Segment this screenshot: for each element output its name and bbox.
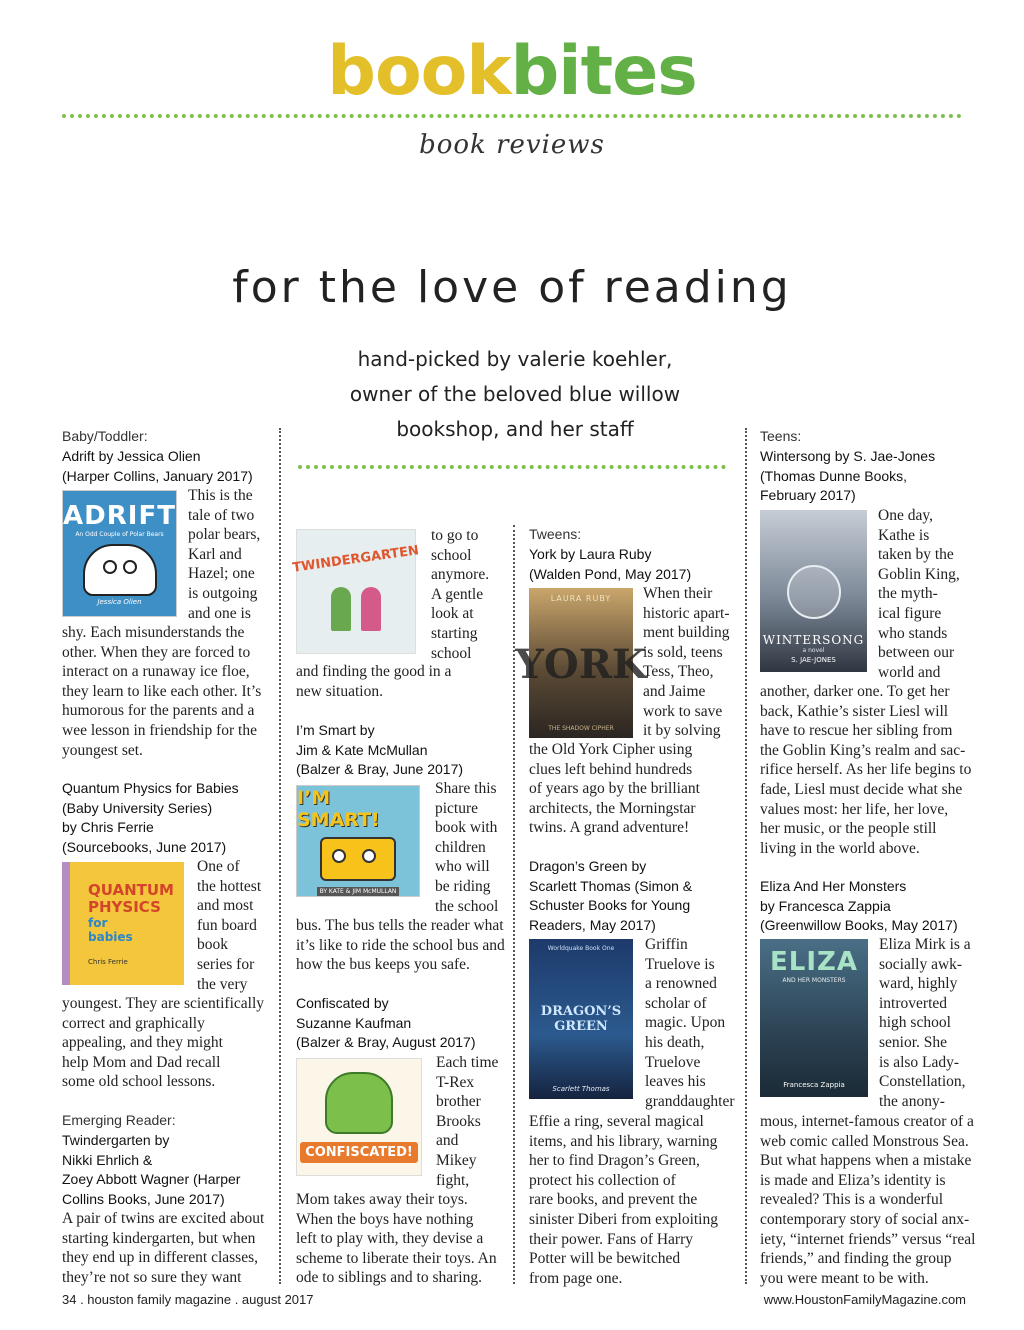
title-line: (Walden Pond, May 2017) bbox=[529, 565, 692, 582]
cover-eliza bbox=[760, 939, 868, 1097]
text-line: some old school lessons. bbox=[62, 1073, 216, 1091]
book-title-eliza bbox=[760, 877, 975, 936]
text-line: from page one. bbox=[529, 1269, 623, 1287]
title-line: Jim & Kate McMullan bbox=[296, 741, 428, 758]
cover-series: Worldquake Book One bbox=[547, 945, 615, 952]
title-line: (Harper Collins, January 2017) bbox=[62, 467, 253, 484]
title-line: by Francesca Zappia bbox=[760, 897, 891, 914]
cover-title: CONFISCATED! bbox=[300, 1142, 418, 1163]
title-line: York by Laura Ruby bbox=[529, 546, 652, 562]
text-line: contemporary story of social anx- bbox=[760, 1210, 970, 1228]
text-line: who will bbox=[435, 858, 490, 876]
twins-illustration bbox=[331, 587, 381, 631]
text-line: back, Kathie’s sister Liesl will bbox=[760, 702, 949, 720]
text-line: Share this bbox=[435, 780, 497, 797]
review-adrift-body bbox=[62, 623, 261, 760]
snow-globe-illustration bbox=[787, 565, 841, 619]
text-line: between our bbox=[878, 644, 955, 662]
text-line: is made and Eliza’s identity is bbox=[760, 1171, 946, 1189]
cover-title: QUANTUM bbox=[88, 880, 174, 899]
text-line: twins. A grand adventure! bbox=[529, 819, 690, 837]
byline-line: hand-picked by valerie koehler, bbox=[357, 347, 673, 371]
text-line: it’s like to ride the school bus and bbox=[296, 936, 505, 954]
book-title-twindergarten bbox=[62, 1131, 277, 1209]
text-line: and bbox=[436, 1132, 459, 1150]
text-line: the hottest bbox=[197, 877, 262, 895]
text-line: scheme to liberate their toys. An bbox=[296, 1249, 497, 1267]
text-line: fight, bbox=[436, 1171, 470, 1189]
text-line: Truelove bbox=[645, 1053, 701, 1071]
magazine-logo bbox=[0, 32, 1024, 112]
text-line: friends,” and finding the group bbox=[760, 1250, 952, 1268]
book-title-quantum-physics bbox=[62, 779, 277, 857]
section-title: book reviews bbox=[419, 130, 605, 160]
logo-bites: bites bbox=[510, 32, 697, 111]
cover-subtitle: THE SHADOW CIPHER bbox=[548, 725, 614, 732]
cover-subtitle: a novel bbox=[802, 647, 825, 654]
text-line: starting bbox=[431, 624, 478, 642]
book-title-im-smart bbox=[296, 721, 511, 780]
text-line: web comic called Monstrous Sea. bbox=[760, 1132, 969, 1150]
text-line: left to play with, they devise a bbox=[296, 1230, 484, 1248]
text-line: the school bbox=[435, 897, 499, 915]
cover-author: LAURA RUBY bbox=[550, 594, 612, 603]
title-line: Wintersong by S. Jae-Jones bbox=[760, 448, 936, 464]
text-line: youngest set. bbox=[62, 741, 143, 759]
text-line: they end up in different classes, bbox=[62, 1249, 258, 1267]
title-line: Collins Books, June 2017) bbox=[62, 1190, 225, 1207]
text-line: school bbox=[431, 644, 472, 662]
text-line: fun board bbox=[197, 916, 257, 934]
text-line: they learn to like each other. It’s bbox=[62, 682, 262, 700]
text-line: his death, bbox=[645, 1033, 705, 1051]
cover-twindergarten bbox=[291, 529, 421, 654]
cover-title: GREEN bbox=[554, 1018, 608, 1034]
cover-wintersong bbox=[760, 510, 867, 672]
text-line: you were meant to be with. bbox=[760, 1269, 929, 1287]
text-line: When their bbox=[643, 585, 713, 602]
cover-author: Chris Ferrie bbox=[88, 957, 128, 966]
cover-dragons-green bbox=[529, 939, 633, 1099]
cover-author: BY KATE & JIM McMULLAN bbox=[317, 887, 400, 896]
text-line: magic. Upon bbox=[645, 1014, 726, 1032]
cover-im-smart bbox=[296, 785, 420, 897]
text-line: fade, Liesl must decide what she bbox=[760, 780, 963, 798]
text-line: scholar of bbox=[645, 994, 707, 1012]
review-confiscated-wrap bbox=[436, 1053, 498, 1190]
title-line: by Chris Ferrie bbox=[62, 819, 154, 836]
text-line: polar bears, bbox=[188, 526, 261, 544]
footer-page-info: 34 . houston family magazine . august 2017 bbox=[62, 1292, 314, 1307]
text-line: One of bbox=[197, 858, 240, 875]
title-line: Zoey Abbott Wagner (Harper bbox=[62, 1171, 241, 1188]
text-line: senior. She bbox=[879, 1033, 948, 1051]
text-line: appealing, and they might bbox=[62, 1034, 223, 1052]
cover-subtitle: for bbox=[88, 915, 108, 930]
review-york-rest bbox=[529, 740, 700, 838]
category-baby-toddler: Baby/Toddler: bbox=[62, 428, 148, 444]
text-line: protect his collection of bbox=[529, 1171, 676, 1189]
review-york-wrap bbox=[643, 584, 730, 741]
column-divider bbox=[745, 428, 747, 1284]
cover-quantum-physics bbox=[62, 862, 184, 985]
text-line: school bbox=[431, 546, 472, 564]
text-line: ical figure bbox=[878, 604, 942, 622]
review-twindergarten-wrap bbox=[431, 526, 489, 663]
text-line: humorous for the parents and a bbox=[62, 702, 255, 720]
text-line: is also Lady- bbox=[879, 1053, 960, 1071]
title-line: (Balzer & Bray, June 2017) bbox=[296, 761, 464, 778]
category-emerging-reader: Emerging Reader: bbox=[62, 1112, 176, 1128]
text-line: starting kindergarten, but when bbox=[62, 1229, 256, 1247]
cover-title-block bbox=[770, 947, 858, 984]
title-line: Confiscated by bbox=[296, 995, 389, 1011]
cover-adrift bbox=[62, 490, 177, 617]
text-line: Truelove is bbox=[645, 955, 715, 973]
text-line: bus. The bus tells the reader what bbox=[296, 917, 504, 934]
text-line: book bbox=[197, 936, 228, 954]
column-divider bbox=[279, 428, 281, 1284]
text-line: Mom takes away their toys. bbox=[296, 1191, 468, 1208]
review-dragons-green-rest bbox=[529, 1112, 718, 1288]
text-line: high school bbox=[879, 1014, 951, 1032]
text-line: T-Rex bbox=[436, 1073, 475, 1091]
cover-title: I’M SMART! bbox=[297, 786, 380, 831]
text-line: look at bbox=[431, 605, 474, 623]
text-line: work to save bbox=[643, 702, 723, 720]
text-line: of years ago by the brilliant bbox=[529, 780, 700, 798]
text-line: and most bbox=[197, 897, 254, 915]
text-line: is sold, teens bbox=[643, 643, 723, 661]
title-line: Schuster Books for Young bbox=[529, 897, 691, 914]
byline bbox=[300, 342, 730, 447]
cover-title: TWINDERGARTEN bbox=[291, 543, 421, 576]
text-line: ment building bbox=[643, 624, 730, 642]
text-line: Goblin King, bbox=[878, 565, 960, 583]
title-line: Nikki Ehrlich & bbox=[62, 1151, 153, 1168]
text-line: values most: her life, her love, bbox=[760, 800, 949, 818]
review-eliza-wrap bbox=[879, 935, 971, 1111]
text-line: the anony- bbox=[879, 1092, 945, 1110]
cover-title: ADRIFT bbox=[63, 501, 176, 531]
cover-title: PHYSICS bbox=[88, 897, 161, 916]
title-line: February 2017) bbox=[760, 487, 856, 504]
text-line: and one is bbox=[188, 604, 251, 622]
text-line: the Goblin King’s realm and sac- bbox=[760, 741, 966, 759]
title-line: (Baby University Series) bbox=[62, 799, 213, 816]
text-line: iety, “internet friends” versus “real bbox=[760, 1230, 976, 1248]
t-rex-illustration bbox=[325, 1072, 393, 1134]
cover-title: ELIZA bbox=[770, 947, 858, 977]
text-line: to go to bbox=[431, 527, 479, 544]
category-teens: Teens: bbox=[760, 428, 802, 444]
title-line: I’m Smart by bbox=[296, 722, 375, 738]
text-line: picture bbox=[435, 799, 479, 817]
text-line: A pair of twins are excited about bbox=[62, 1210, 265, 1227]
review-twindergarten-body bbox=[62, 1209, 264, 1287]
text-line: shy. Each misunderstands the bbox=[62, 624, 245, 641]
text-line: living in the world above. bbox=[760, 839, 920, 857]
review-wintersong-rest bbox=[760, 682, 971, 858]
review-confiscated-rest bbox=[296, 1190, 497, 1288]
book-title-york bbox=[529, 545, 744, 584]
school-bus-illustration bbox=[320, 837, 396, 881]
text-line: they’re not so sure they want bbox=[62, 1268, 242, 1286]
logo-book: book bbox=[327, 32, 511, 111]
text-line: it by solving bbox=[643, 722, 721, 740]
byline-dotted-rule bbox=[298, 465, 726, 469]
text-line: items, and his library, warning bbox=[529, 1132, 718, 1150]
text-line: Tess, Theo, bbox=[643, 663, 714, 681]
text-line: architects, the Morningstar bbox=[529, 799, 696, 817]
text-line: who stands bbox=[878, 624, 948, 642]
text-line: her to find Dragon’s Green, bbox=[529, 1152, 700, 1170]
text-line: When the boys have nothing bbox=[296, 1210, 474, 1228]
text-line: how the bus keeps you safe. bbox=[296, 956, 470, 974]
text-line: brother bbox=[436, 1093, 481, 1111]
text-line: anymore. bbox=[431, 566, 490, 584]
text-line: Kathe is bbox=[878, 526, 930, 544]
cover-author: Francesca Zappia bbox=[783, 1081, 845, 1089]
text-line: socially awk- bbox=[879, 955, 963, 973]
book-title-adrift bbox=[62, 447, 277, 486]
text-line: But what happens when a mistake bbox=[760, 1152, 972, 1170]
text-line: ode to siblings and to sharing. bbox=[296, 1269, 482, 1287]
title-line: Scarlett Thomas (Simon & bbox=[529, 877, 693, 894]
title-line: Eliza And Her Monsters bbox=[760, 878, 907, 894]
text-line: book with bbox=[435, 819, 498, 837]
text-line: Constellation, bbox=[879, 1073, 966, 1091]
book-title-dragons-green bbox=[529, 857, 744, 935]
column-divider bbox=[513, 525, 515, 1284]
cover-subtitle: babies bbox=[88, 929, 133, 944]
text-line: new situation. bbox=[296, 682, 383, 700]
text-line: interact on a runaway ice floe, bbox=[62, 663, 250, 681]
text-line: clues left behind hundreds bbox=[529, 760, 693, 778]
text-line: their power. Fans of Harry bbox=[529, 1230, 693, 1248]
review-eliza-rest bbox=[760, 1112, 975, 1288]
text-line: mous, internet-famous creator of a bbox=[760, 1113, 974, 1130]
review-wintersong-wrap bbox=[878, 506, 960, 682]
book-title-wintersong bbox=[760, 447, 975, 506]
text-line: world and bbox=[878, 663, 941, 681]
text-line: sinister Diberi from exploiting bbox=[529, 1210, 718, 1228]
text-line: introverted bbox=[879, 994, 948, 1012]
review-im-smart-rest bbox=[296, 916, 505, 975]
text-line: help Mom and Dad recall bbox=[62, 1053, 221, 1071]
cover-york bbox=[515, 588, 647, 738]
cover-title: DRAGON’S bbox=[540, 1003, 622, 1019]
text-line: Hazel; one bbox=[188, 565, 255, 583]
text-line: tale of two bbox=[188, 506, 255, 524]
cover-author: Jessica Olien bbox=[97, 598, 142, 606]
cover-title: WINTERSONG bbox=[762, 633, 865, 647]
category-tweens: Tweens: bbox=[529, 526, 582, 542]
text-line: another, darker one. To get her bbox=[760, 683, 950, 700]
text-line: Mikey bbox=[436, 1151, 477, 1169]
page-headline: for the love of reading bbox=[232, 262, 792, 313]
text-line: Each time bbox=[436, 1054, 499, 1071]
text-line: be riding bbox=[435, 877, 491, 895]
byline-line: owner of the beloved blue willow bbox=[349, 382, 681, 406]
book-title-confiscated bbox=[296, 994, 511, 1053]
text-line: A gentle bbox=[431, 585, 484, 603]
text-line: Brooks bbox=[436, 1112, 481, 1130]
text-line: Karl and bbox=[188, 545, 242, 563]
text-line: rifice herself. As her life begins to bbox=[760, 761, 972, 779]
review-quantum-wrap bbox=[197, 857, 261, 994]
text-line: Eliza Mirk is a bbox=[879, 936, 971, 953]
text-line: the Old York Cipher using bbox=[529, 741, 693, 758]
review-adrift-wrap bbox=[188, 486, 260, 623]
title-line: (Greenwillow Books, May 2017) bbox=[760, 917, 958, 934]
text-line: historic apart- bbox=[643, 604, 730, 622]
text-line: and finding the good in a bbox=[296, 663, 452, 680]
cover-author: Scarlett Thomas bbox=[552, 1085, 610, 1093]
text-line: taken by the bbox=[878, 546, 954, 564]
cover-author: S. JAE-JONES bbox=[791, 656, 836, 664]
text-line: rare books, and prevent the bbox=[529, 1191, 698, 1209]
title-line: (Sourcebooks, June 2017) bbox=[62, 838, 227, 855]
text-line: Effie a ring, several magical bbox=[529, 1113, 704, 1130]
text-line: her music, or the people still bbox=[760, 820, 937, 838]
text-line: Griffin bbox=[645, 936, 688, 953]
text-line: This is the bbox=[188, 487, 253, 504]
title-line: (Thomas Dunne Books, bbox=[760, 467, 908, 484]
title-line: (Balzer & Bray, August 2017) bbox=[296, 1034, 476, 1051]
text-line: correct and graphically bbox=[62, 1014, 205, 1032]
byline-line: bookshop, and her staff bbox=[396, 417, 634, 441]
text-line: series for bbox=[197, 955, 255, 973]
text-line: revealed? This is a wonderful bbox=[760, 1191, 944, 1209]
text-line: granddaughter bbox=[645, 1092, 735, 1110]
cover-title: YORK bbox=[515, 640, 647, 688]
cover-subtitle: AND HER MONSTERS bbox=[782, 977, 846, 984]
text-line: the myth- bbox=[878, 585, 938, 603]
title-line: Adrift by Jessica Olien bbox=[62, 448, 201, 464]
footer-website: www.HoustonFamilyMagazine.com bbox=[763, 1292, 966, 1307]
text-line: other. When they are forced to bbox=[62, 643, 251, 661]
header-dotted-rule bbox=[62, 114, 962, 118]
title-line: Suzanne Kaufman bbox=[296, 1014, 412, 1031]
text-line: is outgoing bbox=[188, 584, 258, 602]
text-line: youngest. They are scientifically bbox=[62, 995, 265, 1012]
text-line: wee lesson in friendship for the bbox=[62, 721, 257, 739]
text-line: the very bbox=[197, 975, 248, 993]
text-line: a renowned bbox=[645, 975, 717, 993]
text-line: Potter will be bewitched bbox=[529, 1250, 681, 1268]
text-line: children bbox=[435, 838, 486, 856]
cover-subtitle: An Odd Couple of Polar Bears bbox=[75, 531, 164, 538]
title-line: Twindergarten by bbox=[62, 1132, 170, 1148]
review-dragons-green-wrap bbox=[645, 935, 735, 1111]
review-twindergarten-rest bbox=[296, 662, 451, 701]
polar-bear-illustration bbox=[83, 544, 157, 596]
text-line: have to rescue her sibling from bbox=[760, 722, 953, 740]
cover-confiscated bbox=[296, 1058, 422, 1176]
text-line: and Jaime bbox=[643, 682, 706, 700]
review-im-smart-wrap bbox=[435, 779, 498, 916]
text-line: One day, bbox=[878, 507, 933, 524]
title-line: Dragon’s Green by bbox=[529, 858, 647, 874]
title-line: Readers, May 2017) bbox=[529, 916, 656, 933]
review-quantum-body bbox=[62, 994, 264, 1092]
title-line: Quantum Physics for Babies bbox=[62, 780, 239, 796]
text-line: leaves his bbox=[645, 1073, 706, 1091]
cover-title-block bbox=[541, 1004, 621, 1034]
text-line: ward, highly bbox=[879, 975, 958, 993]
